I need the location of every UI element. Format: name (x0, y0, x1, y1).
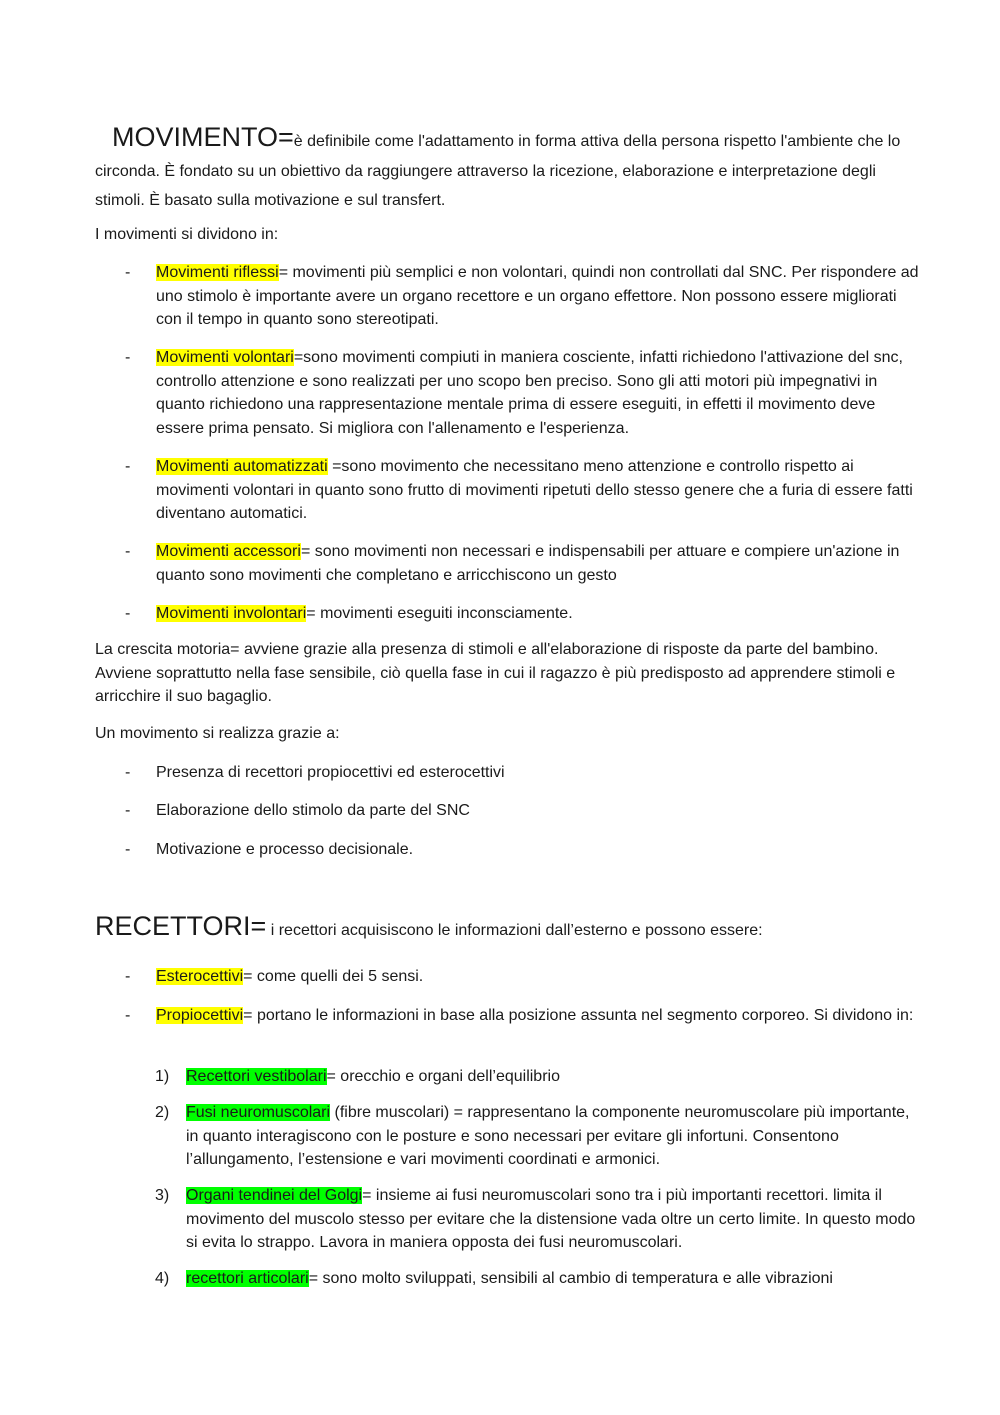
list-item-movimenti-involontari (125, 602, 925, 626)
term-description: = portano le informazioni in base alla posizione assunta nel segmento corporeo. Si dividono in: (243, 1007, 914, 1024)
term-description: = movimenti più semplici e non volontari, quindi non controllati dal SNC. Per rispondere ad uno stimolo è importante avere un organo recettore e un organo effettore. Non possono essere migliorati con il tempo in quanto sono stereotipati. (156, 264, 919, 328)
movimento-definition: è definibile come l'adattamento in forma attiva della persona rispetto l'ambiente che lo circonda. È fondato su un obiettivo da raggiungere attraverso la ricezione, elaborazione e interpretazione degli stimoli. È basato sulla motivazione e sul transfert. (95, 133, 901, 209)
term-highlight: Fusi neuromuscolari (186, 1104, 331, 1121)
term-description: =sono movimenti compiuti in maniera cosciente, infatti richiedono l'attivazione del snc, controllo attenzione e sono realizzati per uno scopo ben preciso. Sono gli atti motori più impegnativi in quanto richiedono una rappresentazione mentale prima di essere eseguiti, in effetti il movimento deve essere prima pensato. Si migliora con l'allenamento e l'esperienza. (156, 349, 903, 437)
sub-item-organi-golgi (155, 1184, 925, 1255)
term-highlight: Movimenti volontari (156, 349, 294, 366)
term-highlight: Esterocettivi (156, 968, 244, 985)
list-number: 3) (155, 1187, 170, 1204)
bullet-dash: - (125, 458, 131, 475)
term-description: (fibre muscolari) = rappresentano la componente neuromuscolare più importante, in quanto interagiscono con le posture e sono necessari per evitare gli infortuni. Consentono l’allungamento, l’estensione e vari movimenti coordinati e armonici. (186, 1104, 910, 1168)
term-highlight: Movimenti involontari (156, 605, 307, 622)
recettori-heading (95, 911, 925, 943)
bullet-dash: - (125, 605, 131, 622)
term-description: = come quelli dei 5 sensi. (243, 968, 424, 985)
recettori-title: RECETTORI= (95, 911, 267, 941)
sub-item-fusi-neuromuscolari (155, 1101, 925, 1172)
list-item-propiocettivi (125, 1004, 925, 1028)
term-highlight: recettori articolari (186, 1270, 309, 1287)
term-description: = sono molto sviluppati, sensibili al cambio di temperatura e alle vibrazioni (308, 1270, 833, 1287)
bullet-dash: - (125, 543, 131, 560)
movimenti-intro: I movimenti si dividono in: (95, 226, 279, 243)
list-item-movimenti-automatizzati (125, 455, 925, 526)
list-item-esterocettivi (125, 965, 925, 989)
realizza-intro: Un movimento si realizza grazie a: (95, 725, 340, 742)
list-item-movimenti-riflessi (125, 261, 925, 332)
bullet-dash: - (125, 264, 131, 281)
bullet-dash: - (125, 968, 131, 985)
bullet-dash: - (125, 841, 131, 858)
bullet-dash: - (125, 764, 131, 781)
term-highlight: Movimenti accessori (156, 543, 301, 560)
bullet-dash: - (125, 1007, 131, 1024)
list-number: 1) (155, 1068, 170, 1085)
term-description: =sono movimento che necessitano meno attenzione e controllo rispetto ai movimenti volontari in quanto sono frutto di movimenti ripetuti dello stesso genere che a furia di essere fatti diventano automatici. (156, 458, 913, 522)
list-item-text: Motivazione e processo decisionale. (156, 841, 414, 858)
crescita-motoria-paragraph: La crescita motoria= avviene grazie alla presenza di stimoli e all'elaborazione di risposte da parte del bambino. Avviene soprattutto nella fase sensibile, ciò quella fase in cui il ragazzo è più predisposto ad apprendere stimoli e arricchire il suo bagaglio. (95, 641, 896, 705)
list-item-motivazione (125, 838, 925, 862)
list-item-movimenti-volontari (125, 346, 925, 440)
term-highlight: Recettori vestibolari (186, 1068, 327, 1085)
list-item-elaborazione-stimolo (125, 799, 925, 823)
list-number: 4) (155, 1270, 170, 1287)
term-description: = sono movimenti non necessari e indispensabili per attuare e compiere un'azione in quanto sono movimenti che completano e arricchiscono un gesto (156, 543, 900, 584)
recettori-definition: i recettori acquisiscono le informazioni dall’esterno e possono essere: (266, 922, 763, 939)
list-number: 2) (155, 1104, 170, 1121)
list-item-text: Elaborazione dello stimolo da parte del SNC (156, 802, 470, 819)
term-highlight: Organi tendinei del Golgi (186, 1187, 363, 1204)
sub-item-recettori-vestibolari (155, 1065, 925, 1089)
term-description: = orecchio e organi dell’equilibrio (326, 1068, 560, 1085)
term-description: = insieme ai fusi neuromuscolari sono tra i più importanti recettori. limita il movimento del muscolo stesso per evitare che la distensione vada oltre un certo limite. In questo modo si evita lo strappo. Lavora in maniera opposta dei fusi neuromuscolari. (186, 1187, 916, 1251)
bullet-dash: - (125, 802, 131, 819)
bullet-dash: - (125, 349, 131, 366)
term-highlight: Movimenti automatizzati (156, 458, 328, 475)
movimento-heading (95, 124, 925, 213)
term-highlight: Movimenti riflessi (156, 264, 279, 281)
list-item-recettori-presenza (125, 761, 925, 785)
term-description: = movimenti eseguiti inconsciamente. (306, 605, 573, 622)
sub-item-recettori-articolari (155, 1267, 925, 1291)
list-item-movimenti-accessori (125, 540, 925, 587)
list-item-text: Presenza di recettori propiocettivi ed esterocettivi (156, 764, 505, 781)
term-highlight: Propiocettivi (156, 1007, 244, 1024)
movimento-title: MOVIMENTO= (112, 122, 294, 152)
